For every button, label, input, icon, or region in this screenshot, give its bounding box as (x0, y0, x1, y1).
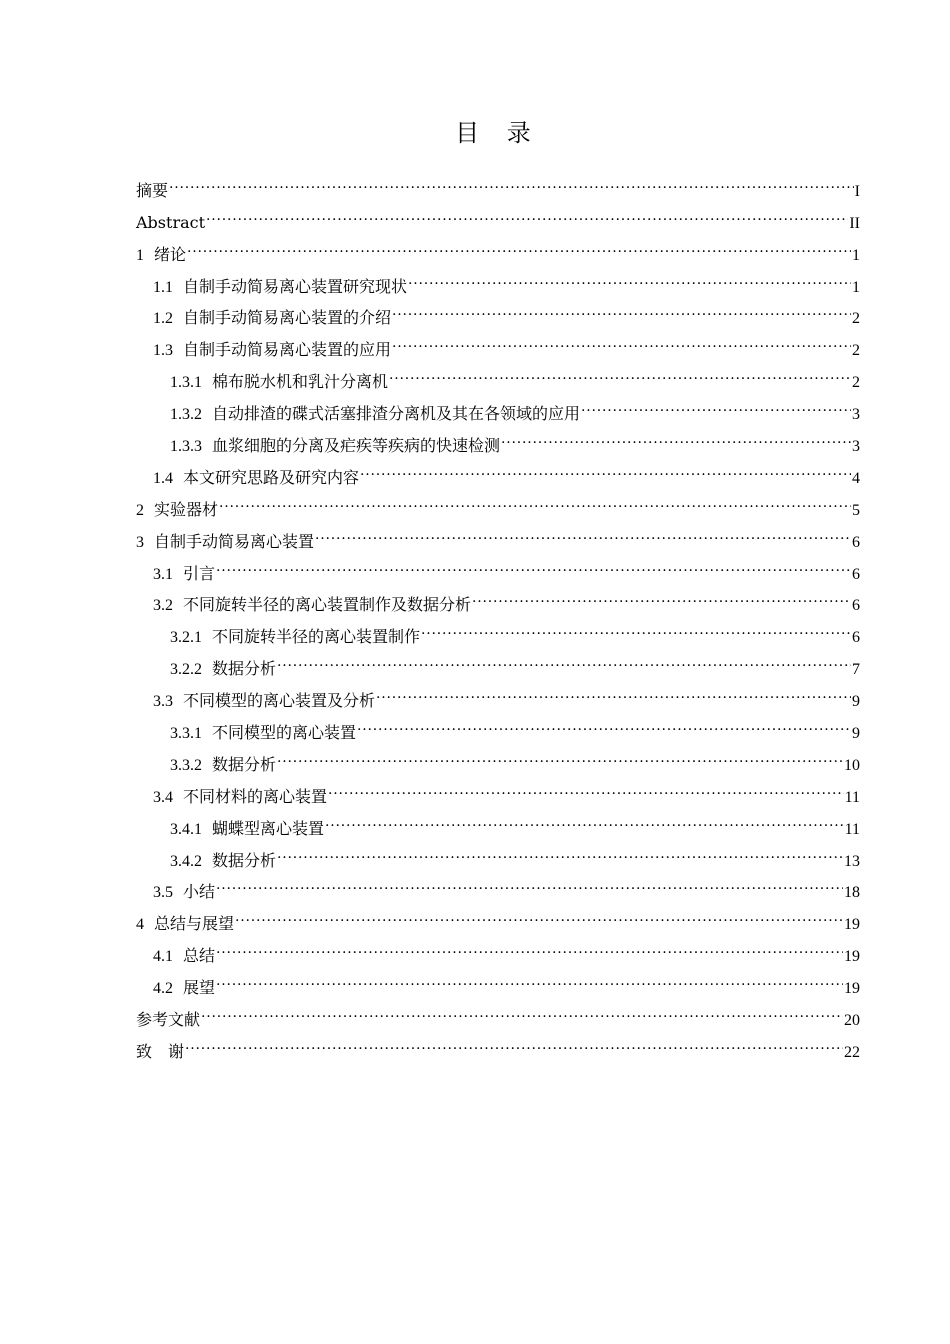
toc-entry-number: 1.3 (153, 342, 173, 360)
toc-entry-title: 自制手动简易离心装置 (154, 531, 315, 551)
toc-dot-leader (357, 706, 851, 738)
toc-dot-leader (501, 419, 851, 451)
toc-dot-leader (216, 929, 843, 961)
toc-entry-number: 4.2 (153, 980, 173, 998)
toc-entry-title: 总结与展望 (154, 914, 235, 934)
toc-entry-title: 自动排渣的碟式活塞排渣分离机及其在各领域的应用 (212, 404, 581, 424)
toc-dot-leader (206, 196, 848, 228)
toc-entry-page-number: 6 (852, 533, 860, 551)
toc-entry-number: 3.3.2 (170, 756, 202, 774)
toc-entry[interactable] (136, 547, 860, 583)
toc-entry[interactable] (136, 866, 860, 902)
toc-entry-page-number: 9 (852, 725, 860, 743)
toc-entry[interactable] (136, 579, 860, 615)
toc-entry-page-number: 18 (844, 884, 860, 902)
toc-entry-number: 3 (136, 533, 144, 551)
toc-dot-leader (219, 483, 851, 515)
toc-title: 目 录 (455, 119, 541, 147)
toc-dot-leader (376, 674, 851, 706)
toc-entry-number: 3.4 (153, 788, 173, 806)
toc-entry-title: 蝴蝶型离心装置 (212, 818, 325, 838)
toc-entry-title: 不同模型的离心装置 (212, 723, 357, 743)
toc-dot-leader (216, 547, 851, 579)
toc-entry-title: 自制手动简易离心装置研究现状 (183, 276, 408, 296)
toc-entry-number: 2 (136, 501, 144, 519)
toc-entry-number: 3.2.2 (170, 661, 202, 679)
toc-entry-number: 1.2 (153, 310, 173, 328)
toc-dot-leader (315, 515, 851, 547)
toc-entry-page-number: 2 (852, 342, 860, 360)
toc-entry-number: 3.2 (153, 597, 173, 615)
toc-entry-number: 3.4.2 (170, 852, 202, 870)
toc-dot-leader (187, 228, 851, 260)
toc-entry-number: 3.2.1 (170, 629, 202, 647)
toc-list (136, 164, 860, 1061)
toc-entry-number: 3.3.1 (170, 725, 202, 743)
toc-entry-page-number: 10 (844, 756, 860, 774)
toc-dot-leader (235, 897, 843, 929)
toc-dot-leader (328, 770, 844, 802)
toc-entry-page-number: 6 (852, 565, 860, 583)
toc-entry-page-number: 20 (844, 1012, 860, 1030)
toc-entry-page-number: 6 (852, 597, 860, 615)
toc-dot-leader (216, 866, 843, 898)
toc-entry[interactable] (136, 483, 860, 519)
toc-entry[interactable] (136, 260, 860, 296)
toc-entry-page-number: 5 (852, 501, 860, 519)
toc-dot-leader (277, 642, 851, 674)
toc-entry-page-number: 19 (844, 980, 860, 998)
toc-entry-page-number: 13 (844, 852, 860, 870)
toc-dot-leader (360, 451, 851, 483)
toc-entry-title: 不同材料的离心装置 (183, 786, 328, 806)
toc-entry-page-number: 1 (852, 246, 860, 264)
toc-entry-page-number: 2 (852, 310, 860, 328)
toc-entry-number: 3.4.1 (170, 820, 202, 838)
toc-entry-number: 3.3 (153, 693, 173, 711)
toc-entry[interactable] (136, 515, 860, 551)
toc-entry[interactable] (136, 228, 860, 264)
toc-entry-page-number: 1 (852, 278, 860, 296)
toc-entry-page-number: II (849, 214, 860, 232)
toc-entry-title: 绪论 (154, 244, 187, 264)
toc-entry[interactable] (136, 993, 860, 1030)
toc-entry-title: 实验器材 (154, 499, 219, 519)
toc-entry[interactable] (136, 1025, 860, 1061)
toc-entry-number: 4 (136, 916, 144, 934)
toc-entry-number: 3.1 (153, 565, 173, 583)
toc-entry-number: 1.3.1 (170, 374, 202, 392)
toc-entry-page-number: 2 (852, 374, 860, 392)
toc-dot-leader (472, 579, 851, 611)
toc-dot-leader (325, 802, 844, 834)
toc-entry[interactable] (136, 164, 860, 200)
toc-entry-title: 自制手动简易离心装置的应用 (183, 340, 392, 360)
toc-dot-leader (408, 260, 851, 292)
toc-dot-leader (581, 387, 851, 419)
toc-entry-page-number: 19 (844, 948, 860, 966)
toc-entry-title: 棉布脱水机和乳汁分离机 (212, 372, 389, 392)
toc-entry-title: 数据分析 (212, 659, 277, 679)
toc-entry-page-number: 3 (852, 406, 860, 424)
toc-dot-leader (216, 961, 843, 993)
toc-entry-page-number: 9 (852, 693, 860, 711)
toc-dot-leader (169, 164, 854, 196)
toc-entry-title: 自制手动简易离心装置的介绍 (183, 308, 392, 328)
toc-entry-title: 小结 (183, 882, 216, 902)
toc-entry-page-number: 3 (852, 438, 860, 456)
toc-entry-title: 展望 (183, 978, 216, 998)
toc-entry-title: 数据分析 (212, 850, 277, 870)
toc-entry-page-number: I (854, 182, 860, 200)
toc-entry-page-number: 6 (852, 629, 860, 647)
toc-entry[interactable] (136, 196, 860, 232)
toc-entry-number: 3.5 (153, 884, 173, 902)
toc-entry-number: 1.3.3 (170, 438, 202, 456)
toc-entry-title: 不同旋转半径的离心装置制作 (212, 627, 421, 647)
toc-entry-title: 参考文献 (136, 1010, 201, 1030)
toc-dot-leader (277, 738, 843, 770)
toc-entry-title: 总结 (183, 946, 216, 966)
toc-entry-page-number: 19 (844, 916, 860, 934)
toc-entry-number: 1.4 (153, 469, 173, 487)
toc-dot-leader (392, 323, 851, 355)
toc-entry-page-number: 11 (844, 820, 860, 838)
toc-entry-number: 4.1 (153, 948, 173, 966)
toc-entry[interactable] (136, 961, 860, 998)
toc-entry-page-number: 11 (844, 788, 860, 806)
toc-entry-title: 不同模型的离心装置及分析 (183, 691, 376, 711)
toc-entry-number: 1.1 (153, 278, 173, 296)
toc-entry-title: 致 谢 (136, 1041, 185, 1061)
toc-entry-page-number: 7 (852, 661, 860, 679)
toc-dot-leader (185, 1025, 843, 1057)
toc-entry-page-number: 22 (844, 1043, 860, 1061)
toc-entry-title: 不同旋转半径的离心装置制作及数据分析 (183, 595, 472, 615)
toc-dot-leader (201, 993, 843, 1025)
toc-dot-leader (421, 610, 851, 642)
toc-entry-title: 引言 (183, 563, 216, 583)
toc-dot-leader (392, 292, 851, 324)
toc-entry-title: 数据分析 (212, 754, 277, 774)
toc-entry-number: 1.3.2 (170, 406, 202, 424)
toc-entry[interactable] (136, 929, 860, 966)
toc-entry-page-number: 4 (852, 469, 860, 487)
toc-entry[interactable] (136, 897, 860, 934)
toc-dot-leader (277, 834, 843, 866)
toc-entry-title: 血浆细胞的分离及疟疾等疾病的快速检测 (212, 436, 501, 456)
toc-entry-title: 摘要 (136, 180, 169, 200)
toc-entry-number: 1 (136, 246, 144, 264)
toc-entry-title: Abstract (136, 212, 206, 232)
toc-dot-leader (389, 355, 851, 387)
toc-entry-title: 本文研究思路及研究内容 (183, 467, 360, 487)
